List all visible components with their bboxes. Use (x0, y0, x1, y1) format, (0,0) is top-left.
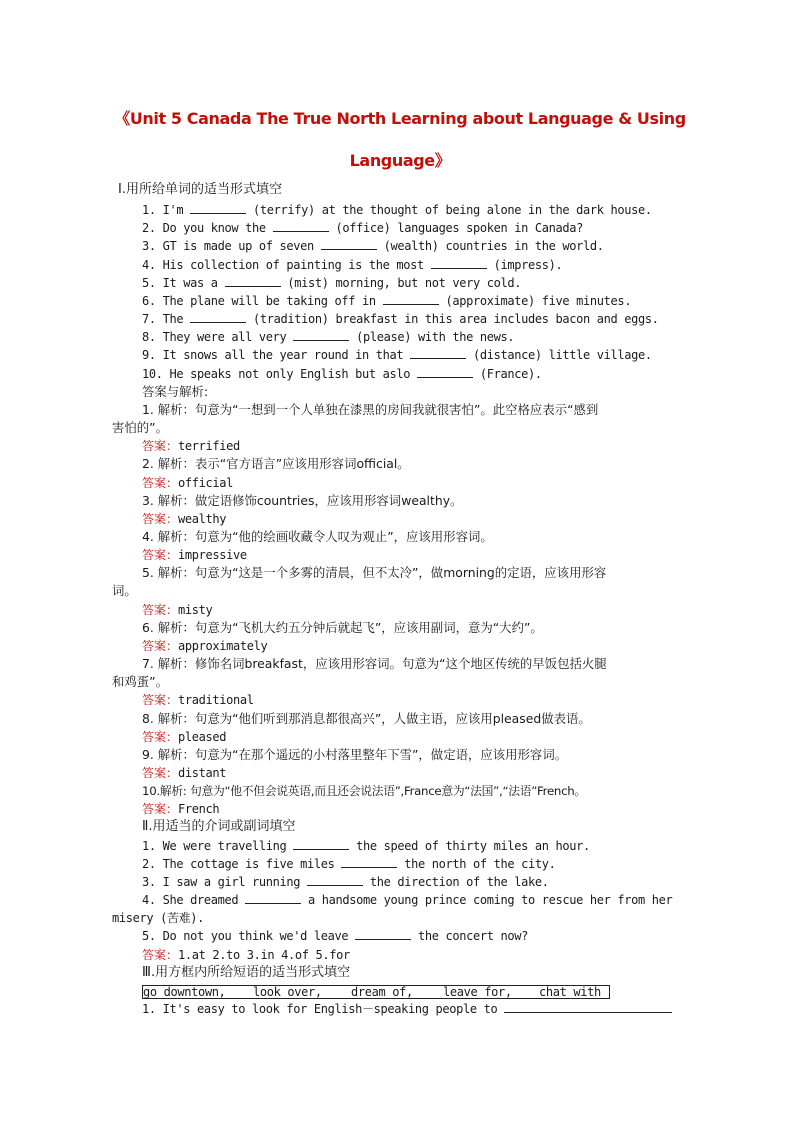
answer-blank (307, 874, 363, 886)
answer-blank (341, 856, 397, 868)
question-item: 9. It snows all the year round in that (distance) little village. (142, 348, 652, 362)
question-item: 1. I'm (terrify) at the thought of being alone in the dark house. (142, 203, 652, 217)
answer-line: 答案：approximately (142, 639, 268, 653)
answer-blank (355, 928, 411, 940)
analysis-text: 和鸡蛋”。 (112, 674, 168, 689)
analysis-text: 5. 解析：句意为“这是一个多雾的清晨，但不太冷”，做morning的定语，应该用形容 (142, 565, 607, 580)
question-item: 10. He speaks not only English but aslo (France). (142, 367, 542, 381)
section-heading: Ⅱ.用适当的介词或副词填空 (142, 819, 296, 834)
answer-blank (225, 275, 281, 287)
question-item: 6. The plane will be taking off in (approximate) five minutes. (142, 294, 632, 308)
question-item: 3. I saw a girl running the direction of the lake. (142, 875, 549, 889)
answer-blank (293, 329, 349, 341)
answer-blank (273, 220, 329, 232)
question-item: 5. It was a (mist) morning, but not very cold. (142, 276, 522, 290)
answer-blank (410, 347, 466, 359)
analysis-text: 8. 解析：句意为“他们听到那消息都很高兴”，人做主语，应该用pleased做表语。 (142, 711, 591, 726)
answer-blank (321, 238, 377, 250)
answer-blank (417, 366, 473, 378)
question-item: 8. They were all very (please) with the news. (142, 330, 515, 344)
question-item-continued: misery (苦难). (112, 911, 205, 925)
phrase-item: look over, (253, 985, 322, 999)
answer-blank (190, 311, 246, 323)
answer-line: 答案：wealthy (142, 512, 227, 526)
analysis-text: 2. 解析：表示“官方语言”应该用形容词official。 (142, 456, 410, 471)
answer-line: 答案：misty (142, 603, 213, 617)
question-item: 2. Do you know the (office) languages spoken in Canada? (142, 221, 583, 235)
answer-line: 答案：impressive (142, 548, 247, 562)
question-item: 4. His collection of painting is the most (impress). (142, 258, 563, 272)
document-title: 《Unit 5 Canada The True North Learning about Language & Using (114, 109, 686, 128)
question-item: 1. It's easy to look for English－speaking people to (142, 1001, 672, 1017)
answer-line: 答案：distant (142, 766, 227, 780)
answer-line: 答案：1.at 2.to 3.in 4.of 5.for (142, 948, 350, 962)
analysis-text: 10.解析: 句意为“他不但会说英语,而且还会说法语”,France意为“法国”,“法语”French。 (142, 784, 586, 798)
analysis-text: 4. 解析：句意为“他的绘画收藏令人叹为观止”，应该用形容词。 (142, 529, 493, 544)
analysis-text: 9. 解析：句意为“在那个遥远的小村落里整年下雪”，做定语，应该用形容词。 (142, 747, 568, 762)
section-heading: Ⅰ.用所给单词的适当形式填空 (118, 182, 282, 197)
analysis-text: 害怕的”。 (112, 420, 168, 435)
answer-line: 答案：pleased (142, 730, 227, 744)
document-title-continued: Language》 (349, 151, 451, 170)
answers-heading: 答案与解析: (142, 384, 209, 399)
question-item: 7. The (tradition) breakfast in this area includes bacon and eggs. (142, 312, 659, 326)
question-item: 4. She dreamed a handsome young prince coming to rescue her from her (142, 893, 673, 907)
answer-line: 答案：traditional (142, 693, 254, 707)
answer-line: 答案：French (142, 802, 220, 816)
answer-blank (245, 892, 301, 904)
analysis-text: 7. 解析：修饰名词breakfast，应该用形容词。句意为“这个地区传统的早饭包括火腿 (142, 656, 607, 671)
question-item: 2. The cottage is five miles the north of the city. (142, 857, 556, 871)
answer-blank (504, 1001, 672, 1013)
answer-blank (190, 202, 246, 214)
analysis-text: 词。 (112, 583, 137, 598)
question-item: 5. Do not you think we'd leave the concert now? (142, 929, 528, 943)
section-heading: Ⅲ.用方框内所给短语的适当形式填空 (142, 965, 351, 980)
analysis-text: 3. 解析：做定语修饰countries，应该用形容词wealthy。 (142, 493, 463, 508)
answer-line: 答案：terrified (142, 439, 240, 453)
phrase-item: chat with (539, 985, 601, 999)
answer-line: 答案：official (142, 476, 234, 490)
answer-blank (431, 257, 487, 269)
question-item: 3. GT is made up of seven (wealth) countries in the world. (142, 239, 604, 253)
answer-blank (383, 293, 439, 305)
phrase-item: go downtown, (143, 985, 226, 999)
phrase-item: dream of, (351, 985, 413, 999)
phrase-item: leave for, (443, 985, 512, 999)
phrase-box (142, 985, 610, 999)
answer-blank (293, 838, 349, 850)
question-item: 1. We were travelling the speed of thirty miles an hour. (142, 839, 590, 853)
analysis-text: 6. 解析：句意为“飞机大约五分钟后就起飞”，应该用副词，意为“大约”。 (142, 620, 543, 635)
analysis-text: 1. 解析：句意为“一想到一个人单独在漆黑的房间我就很害怕”。此空格应表示“感到 (142, 402, 599, 417)
